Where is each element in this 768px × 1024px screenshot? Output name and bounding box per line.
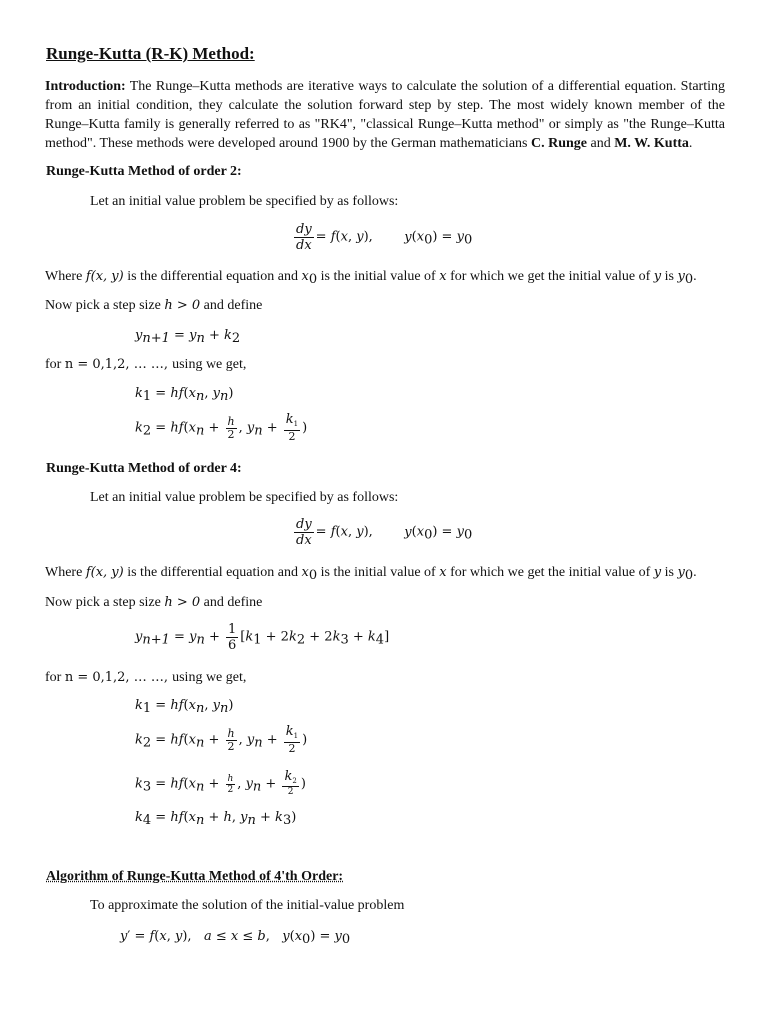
intro-label: Introduction: (45, 79, 126, 94)
order2-ivp-equation: $\frac{dy}{dx}$ = f(x, y), $y(x_0) = y_0$ (296, 222, 473, 253)
order2-where-text: Where f(x, y) is the differential equation and $x_0$ is the initial value of x for which we get the initial value of y is $y_0$. (45, 269, 697, 287)
order2-for-text: for n = 0,1,2, … …, using we get, (45, 357, 247, 372)
order2-k1-equation: $k_1 = hf(x_n$, $y_n$) (135, 386, 234, 404)
order4-ivp-text: Let an initial value problem be specified by as follows: (90, 490, 399, 505)
order4-for-text: for n = 0,1,2, … …, using we get, (45, 670, 247, 685)
algorithm-heading: Algorithm of Runge-Kutta Method of 4'th Order: (46, 869, 344, 884)
order4-update-equation: $y_{n+1} = y_n$ + $\frac{1}{6}$ $[k_1 + 2k_2 + 2k_3 + k_4]$ (135, 622, 390, 653)
order4-k2-equation: $k_2 = hf(x_n$ + $\frac{h}{2}$ , $y_n$ + $\frac{k_1}{2}$ ) (135, 724, 308, 755)
intro-and: and (587, 136, 615, 151)
order4-step-text: Now pick a step size h > 0 and define (45, 595, 263, 610)
order2-update-equation: $y_{n+1} = y_n + k_2$ (135, 328, 241, 346)
order4-ivp-equation: $\frac{dy}{dx}$ = f(x, y), $y(x_0) = y_0$ (296, 517, 473, 548)
order2-heading: Runge-Kutta Method of order 2: (46, 164, 242, 179)
algorithm-text: To approximate the solution of the initial-value problem (90, 898, 405, 913)
order4-k3-equation: $k_3 = hf(x_n$ + $\frac{h}{2}$ , $y_n$ + $\frac{k_2}{2}$ ) (135, 769, 306, 797)
page-title: Runge-Kutta (R-K) Method: (46, 44, 255, 63)
intro-text: The Runge–Kutta methods are iterative ways to calculate the solution of a differential equation. Starting from an initial condition, they calculate the solution forward step by step. The most widely known member of the Runge–Kutta family is generally referred to as "RK4", "classical Runge–Kutta method" or simply as "the Runge–Kutta method". These methods were developed around 1900 by the German mathematicians (45, 79, 725, 151)
order2-ivp-text: Let an initial value problem be specified by as follows: (90, 194, 399, 209)
author-kutta: M. W. Kutta (614, 136, 689, 151)
author-runge: C. Runge (530, 136, 587, 151)
order4-where-text: Where f(x, y) is the differential equation and $x_0$ is the initial value of x for which we get the initial value of y is $y_0$. (45, 565, 697, 583)
order4-k4-equation: $k_4 = hf(x_n + h$, $y_n + k_3$) (135, 810, 297, 828)
intro-paragraph (45, 77, 725, 153)
order4-k1-equation: $k_1 = hf(x_n$, $y_n$) (135, 698, 234, 716)
order2-step-text: Now pick a step size h > 0 and define (45, 298, 263, 313)
order4-heading: Runge-Kutta Method of order 4: (46, 461, 242, 476)
algorithm-ivp-equation: y′ = f(x, y), a ≤ x ≤ b, $y(x_0) = y_0$ (120, 929, 351, 947)
intro-end: . (688, 136, 693, 151)
order2-k2-equation: $k_2 = hf(x_n$ + $\frac{h}{2}$ , $y_n$ + $\frac{k_1}{2}$ ) (135, 412, 308, 443)
